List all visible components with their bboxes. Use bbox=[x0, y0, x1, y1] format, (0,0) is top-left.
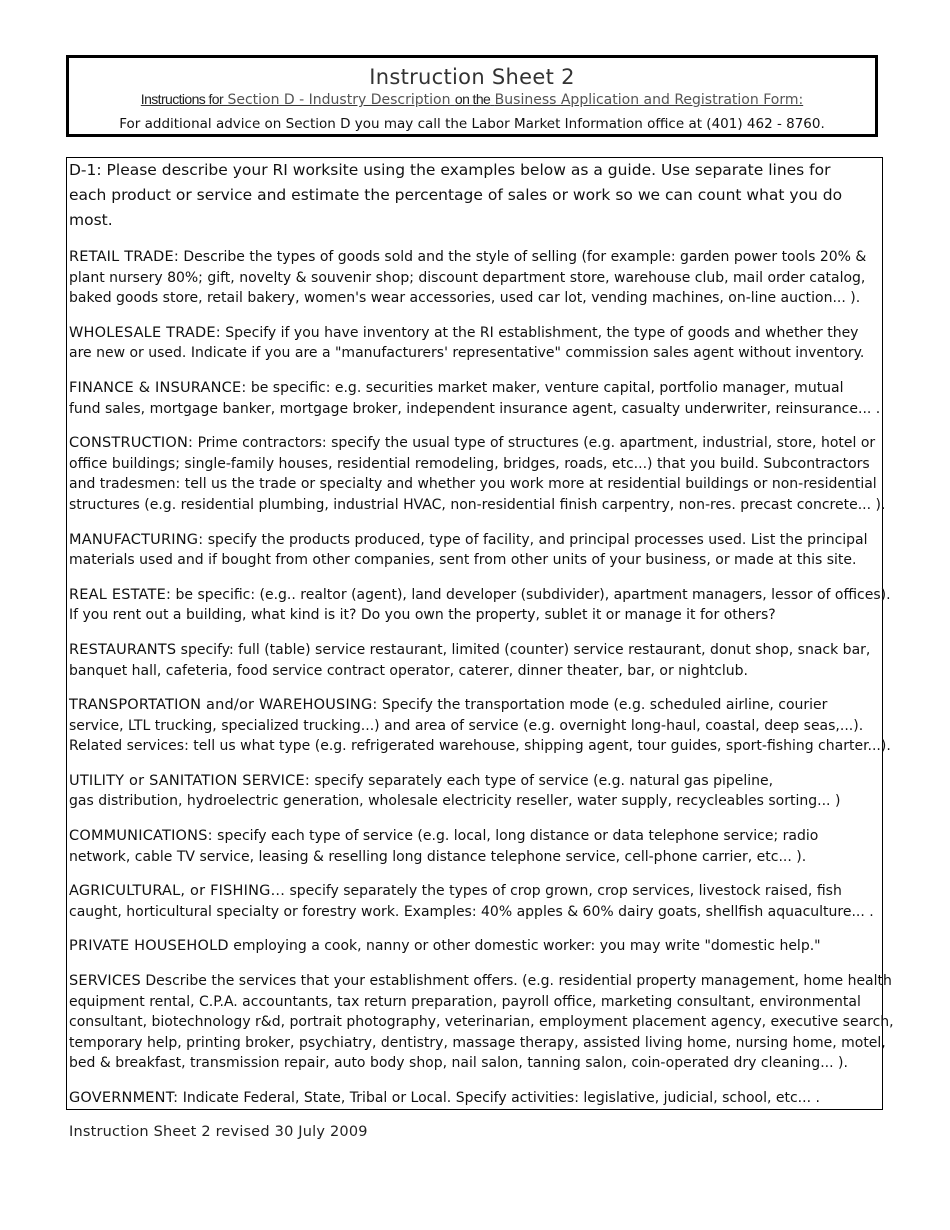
subtitle-form-name: Business Application and Registration Form: bbox=[494, 92, 804, 108]
industry-section bbox=[69, 826, 880, 867]
section-text: specify separately each type of service (e.g. natural gas pipeline, bbox=[309, 772, 774, 789]
advice-line: For additional advice on Section D you may call the Labor Market Information office at (401) 462 - 8760. bbox=[119, 116, 825, 132]
section-line: caught, horticultural specialty or forestry work. Examples: 40% apples & 60% dairy goats, shellfish aquaculture... . bbox=[69, 903, 874, 920]
section-line: bed & breakfast, transmission repair, auto body shop, nail salon, tanning salon, coin-operated dry cleaning... ). bbox=[69, 1055, 848, 1072]
section-line bbox=[69, 1088, 880, 1109]
section-heading: COMMUNICATIONS: bbox=[69, 828, 213, 845]
header-box bbox=[66, 55, 878, 137]
section-line bbox=[69, 695, 880, 716]
section-heading: GOVERNMENT: bbox=[69, 1090, 179, 1106]
industry-section bbox=[69, 530, 880, 571]
industry-section bbox=[69, 971, 894, 1074]
subtitle-instructions-for: Instructions for bbox=[140, 91, 224, 107]
intro bbox=[69, 158, 880, 233]
section-line: service, LTL trucking, specialized trucking...) and area of service (e.g. overnight long-haul, coastal, deep seas,...). bbox=[69, 717, 864, 734]
section-heading: CONSTRUCTION: bbox=[69, 435, 194, 452]
section-text: specify the products produced, type of facility, and principal processes used. List the principal bbox=[203, 531, 868, 548]
intro-line-1: D-1: Please describe your RI worksite using the examples below as a guide. Use separate lines for bbox=[69, 161, 831, 179]
section-text: be specific: e.g. securities market maker, venture capital, portfolio manager, mutual bbox=[246, 379, 844, 396]
industry-section bbox=[69, 433, 886, 515]
subtitle-on-the: on the bbox=[454, 91, 491, 107]
industry-section bbox=[69, 378, 880, 419]
industry-section bbox=[69, 695, 891, 757]
subtitle bbox=[69, 90, 875, 109]
page-title: Instruction Sheet 2 bbox=[369, 65, 575, 89]
section-line bbox=[69, 433, 880, 454]
section-text: specify separately the types of crop grown, crop services, livestock raised, fish bbox=[285, 883, 842, 900]
section-line bbox=[69, 585, 891, 606]
section-line: gas distribution, hydroelectric generation, wholesale electricity reseller, water supply, recycleables sorting... ) bbox=[69, 793, 841, 810]
section-text: specify: full (table) service restaurant, limited (counter) service restaurant, donut shop, snack bar, bbox=[176, 641, 871, 658]
section-line: office buildings; single-family houses, residential remodeling, bridges, roads, etc...) that you build. Subcontractors bbox=[69, 455, 870, 472]
section-line: structures (e.g. residential plumbing, industrial HVAC, non-residential finish carpentry, non-res. precast concrete... ). bbox=[69, 496, 886, 513]
section-line: If you rent out a building, what kind is it? Do you own the property, sublet it or manage it for others? bbox=[69, 607, 776, 624]
section-line: are new or used. Indicate if you are a "manufacturers' representative" commission sales agent without inventory. bbox=[69, 345, 865, 362]
section-heading: TRANSPORTATION and/or WAREHOUSING: bbox=[69, 697, 378, 714]
section-line bbox=[69, 530, 880, 551]
section-line: temporary help, printing broker, psychiatry, dentistry, massage therapy, assisted living home, nursing home, motel, bbox=[69, 1034, 886, 1051]
section-text: Specify the transportation mode (e.g. scheduled airline, courier bbox=[377, 697, 828, 714]
industry-section bbox=[69, 247, 880, 309]
industry-section bbox=[69, 585, 891, 626]
subtitle-section-d: Section D - Industry Description bbox=[227, 92, 451, 108]
section-text: Describe the services that your establishment offers. (e.g. residential property management, home health bbox=[140, 973, 892, 990]
intro-line-2: each product or service and estimate the percentage of sales or work so we can count what you do most. bbox=[69, 186, 843, 229]
section-heading: REAL ESTATE: bbox=[69, 586, 172, 603]
section-text: be specific: (e.g.. realtor (agent), land developer (subdivider), apartment managers, lessor of offices). bbox=[171, 586, 891, 603]
section-line bbox=[69, 971, 892, 992]
main-box bbox=[66, 157, 894, 1110]
industry-section bbox=[69, 323, 880, 364]
section-line bbox=[69, 936, 880, 957]
section-line: materials used and if bought from other companies, sent from other units of your business, or made at this site. bbox=[69, 552, 857, 569]
section-line: Related services: tell us what type (e.g. refrigerated warehouse, shipping agent, tour guides, sport-fishing charter...). bbox=[69, 738, 891, 755]
section-heading: WHOLESALE TRADE: bbox=[69, 324, 221, 341]
industry-sections bbox=[69, 247, 894, 1109]
section-heading: RETAIL TRADE: bbox=[69, 249, 179, 265]
section-heading: AGRICULTURAL, or FISHING... bbox=[69, 883, 285, 900]
section-text: specify each type of service (e.g. local, long distance or data telephone service; radio bbox=[212, 828, 819, 845]
section-line bbox=[69, 826, 880, 847]
section-line bbox=[69, 881, 880, 902]
section-line bbox=[69, 771, 880, 792]
section-text: Prime contractors: specify the usual type of structures (e.g. apartment, industrial, store, hotel or bbox=[193, 435, 876, 452]
section-line: consultant, biotechnology r&d, portrait photography, veterinarian, employment placement agency, executive search, bbox=[69, 1014, 894, 1031]
industry-section bbox=[69, 1088, 880, 1109]
industry-section bbox=[69, 640, 880, 681]
footer-revision: Instruction Sheet 2 revised 30 July 2009 bbox=[69, 1124, 368, 1140]
section-text: Indicate Federal, State, Tribal or Local. Specify activities: legislative, judicial, school, etc... . bbox=[178, 1090, 820, 1106]
section-line bbox=[69, 640, 880, 661]
section-line: baked goods store, retail bakery, women's wear accessories, used car lot, vending machines, on-line auction... ). bbox=[69, 290, 861, 307]
section-text: Specify if you have inventory at the RI establishment, the type of goods and whether they bbox=[220, 324, 859, 341]
section-line bbox=[69, 378, 880, 399]
section-text: Describe the types of goods sold and the style of selling (for example: garden power tools 20% & bbox=[178, 249, 867, 265]
section-line: equipment rental, C.P.A. accountants, tax return preparation, payroll office, marketing consultant, environmental bbox=[69, 993, 861, 1010]
industry-section bbox=[69, 771, 880, 812]
section-heading: PRIVATE HOUSEHOLD bbox=[69, 938, 229, 955]
industry-section bbox=[69, 936, 880, 957]
section-heading: SERVICES bbox=[69, 973, 141, 990]
section-heading: UTILITY or SANITATION SERVICE: bbox=[69, 772, 310, 789]
section-heading: MANUFACTURING: bbox=[69, 531, 204, 548]
section-heading: RESTAURANTS bbox=[69, 641, 177, 658]
section-line: banquet hall, cafeteria, food service contract operator, caterer, dinner theater, bar, or nightclub. bbox=[69, 662, 748, 679]
section-text: employing a cook, nanny or other domestic worker: you may write "domestic help." bbox=[228, 938, 821, 955]
section-line: plant nursery 80%; gift, novelty & souvenir shop; discount department store, warehouse club, mail order catalog, bbox=[69, 269, 866, 286]
section-line: fund sales, mortgage banker, mortgage broker, independent insurance agent, casualty underwriter, reinsurance... . bbox=[69, 400, 881, 417]
section-line bbox=[69, 323, 880, 344]
section-line bbox=[69, 247, 880, 268]
section-line: and tradesmen: tell us the trade or specialty and whether you work more at residential buildings or non-residential bbox=[69, 476, 877, 493]
section-heading: FINANCE & INSURANCE: bbox=[69, 379, 247, 396]
section-line: network, cable TV service, leasing & reselling long distance telephone service, cell-phone carrier, etc... ). bbox=[69, 848, 807, 865]
industry-section bbox=[69, 881, 880, 922]
